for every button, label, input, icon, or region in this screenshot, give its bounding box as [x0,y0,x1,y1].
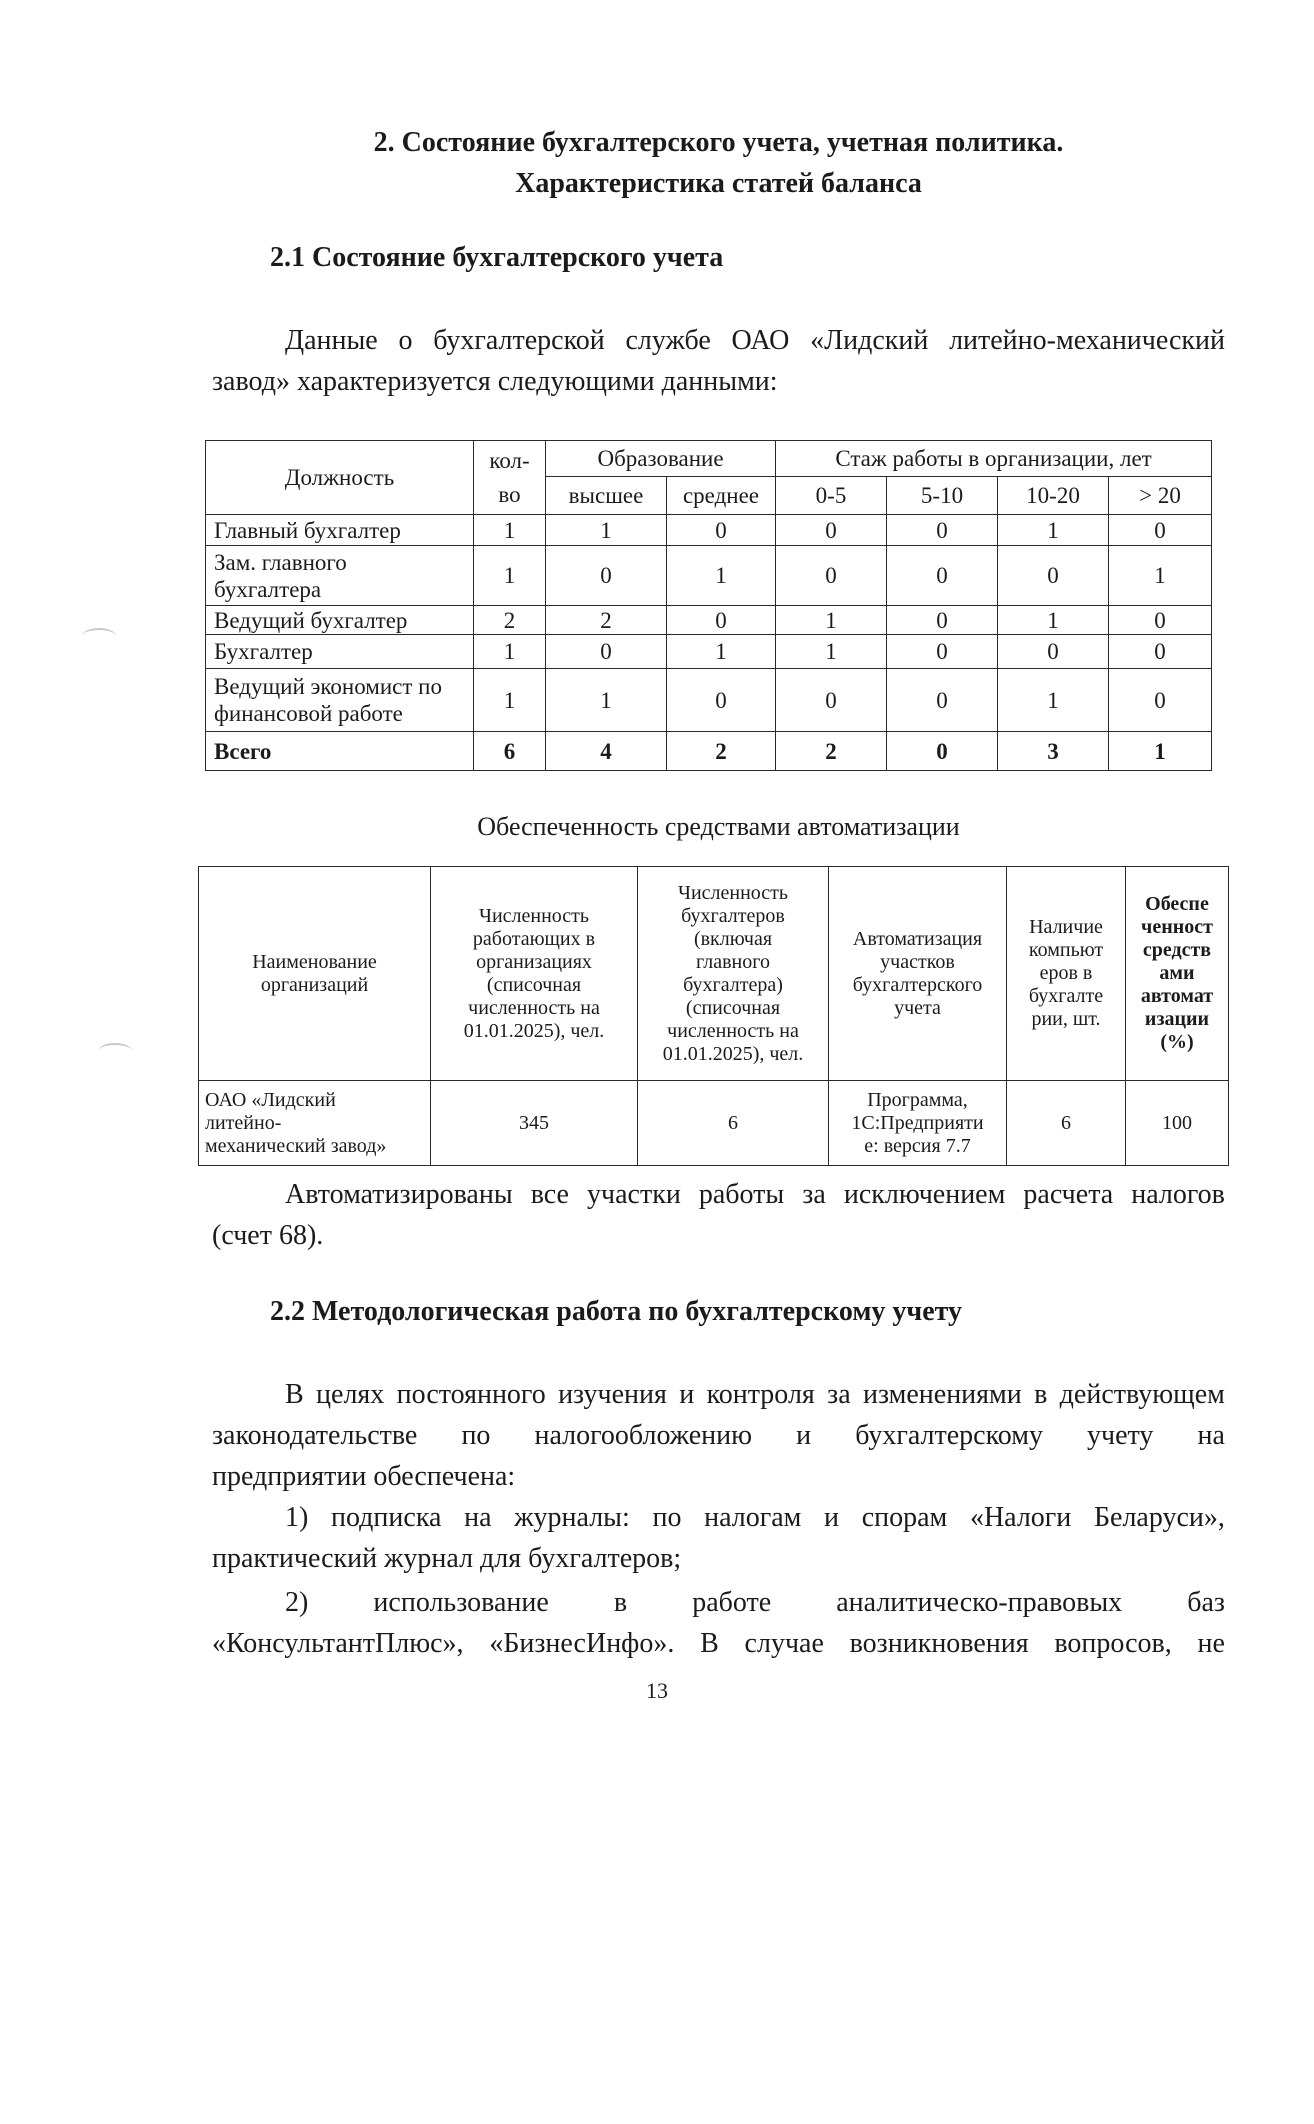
word: налогов [1131,1179,1225,1210]
word: спорам [861,1502,948,1533]
page-number: 13 [646,1678,668,1703]
header-line: ченност [1141,916,1213,938]
header-position: Должность [206,441,474,515]
item2-line-2 [212,1623,1225,1664]
word: «Лидский [810,325,929,356]
p1-line-1 [212,1374,1225,1415]
word: изменениями [862,1379,1022,1410]
cell-org-name [199,1081,431,1166]
cell-exp-5-10: 0 [887,635,998,669]
header-computers [1007,867,1126,1081]
word: законодательстве [212,1420,418,1451]
cell-count: 1 [474,546,546,606]
word: литейно-механический [949,325,1225,356]
table-row [206,606,1212,635]
word: подписка [331,1502,442,1533]
header-experience: Стаж работы в организации, лет [776,441,1212,477]
word: службе [625,325,711,356]
header-education-higher: высшее [546,477,667,515]
cell-higher: 0 [546,635,667,669]
header-line: средств [1142,939,1212,961]
header-line: рии, шт. [1031,1008,1101,1030]
table-row [206,669,1212,732]
item1-line-1 [212,1497,1225,1538]
automation-note [212,1174,1225,1256]
word: аналитическо-правовых [836,1587,1123,1618]
header-line: бухгалтеров [681,904,785,927]
word: и [796,1420,812,1451]
word: журналы: [514,1502,630,1533]
chapter-heading-line1: 2. Состояние бухгалтерского учета, учетная политика. [373,127,1064,158]
word: «КонсультантПлюс», [212,1628,464,1659]
cell-higher: 1 [546,515,667,546]
cell-exp-20-plus: 0 [1109,635,1212,669]
cell-higher: 4 [546,732,667,771]
cell-position-text: Ведущий экономист по финансовой работе [214,674,442,726]
word: в [613,1587,628,1618]
section-2-1-heading: 2.1 Состояние бухгалтерского учета [270,242,724,273]
intro-line-1 [212,320,1225,361]
table-row [206,635,1212,669]
cell-exp-10-20: 0 [998,546,1109,606]
cell-exp-5-10: 0 [887,606,998,635]
cell-secondary: 0 [667,606,776,635]
automation-note-line-1 [212,1174,1225,1215]
cell-coverage: 100 [1126,1081,1229,1166]
cell-exp-5-10: 0 [887,732,998,771]
word: изучения [558,1379,667,1410]
word: на [1197,1420,1225,1451]
cell-exp-10-20: 1 [998,515,1109,546]
header-line: еров в [1039,962,1093,984]
cell-exp-10-20: 1 [998,606,1109,635]
header-line: организациях [476,950,592,973]
cell-exp-10-20: 1 [998,669,1109,732]
word: Автоматизированы [285,1179,513,1210]
header-line: компьют [1028,939,1104,961]
cell-exp-20-plus: 0 [1109,606,1212,635]
header-line: автомат [1140,985,1214,1007]
cell-count: 1 [474,515,546,546]
methodology-paragraph [212,1374,1225,1664]
word: и [824,1502,840,1533]
cell-exp-5-10: 0 [887,515,998,546]
table-row [199,1081,1229,1166]
cell-position: Главный бухгалтер [206,515,474,546]
word: бухгалтерскому [855,1420,1043,1451]
word: В [285,1379,304,1410]
header-line: Численность [478,904,590,927]
word: по [652,1502,682,1533]
header-line: Автоматизация [852,927,983,950]
cell-exp-20-plus: 0 [1109,515,1212,546]
cell-count: 2 [474,606,546,635]
word: за [827,1379,851,1410]
word: о [398,325,413,356]
table-total-row [206,732,1212,771]
cell-exp-5-10: 0 [887,546,998,606]
cell-higher: 1 [546,669,667,732]
word: не [1197,1628,1225,1659]
word: случае [744,1628,824,1659]
cell-computers: 6 [1007,1081,1126,1166]
header-line: изации [1144,1008,1210,1030]
word: 1) [285,1502,309,1533]
section-2-2-heading: 2.2 Методологическая работа по бухгалтерскому учету [270,1296,963,1327]
cell-position [206,546,474,606]
header-line: ами [1159,962,1195,984]
word: ОАО [731,325,790,356]
cell-exp-20-plus: 0 [1109,669,1212,732]
scan-artifact-mark [98,1043,132,1059]
cell-exp-0-5: 0 [776,515,887,546]
p1-line-3: предприятии обеспечена: [212,1461,516,1492]
cell-secondary: 2 [667,732,776,771]
cell-secondary: 1 [667,546,776,606]
header-line: Обеспе [1145,893,1209,915]
table-row [206,515,1212,546]
cell-exp-0-5: 1 [776,635,887,669]
header-line: (списочная [486,973,582,996]
word: работы [698,1179,785,1210]
header-line: бухгалте [1028,985,1104,1007]
cell-position: Бухгалтер [206,635,474,669]
cell-line: ОАО «Лидский [205,1088,336,1111]
word: контроля [706,1379,815,1410]
header-exp-10-20: 10-20 [998,477,1109,515]
header-line: 01.01.2025), чел. [662,1042,804,1065]
word: Данные [285,325,378,356]
header-line: работающих в [472,927,596,950]
word: возникновения [849,1628,1029,1659]
header-line: бухгалтерского [852,973,983,996]
scan-artifact-mark [82,628,116,644]
word: «БизнесИнфо». [489,1628,675,1659]
cell-count: 1 [474,635,546,669]
header-line: организаций [260,973,369,996]
header-line: (%) [1160,1031,1194,1053]
cell-count: 1 [474,669,546,732]
word: расчета [1023,1179,1114,1210]
word: по [461,1420,491,1451]
header-employees [431,867,638,1081]
header-org-name [199,867,431,1081]
header-line: Численность [677,881,789,904]
automation-note-line-2: (счет 68). [212,1220,324,1251]
chapter-heading [212,122,1225,204]
word: и [679,1379,695,1410]
cell-line: 1С:Предприяти [851,1111,984,1134]
word: постоянного [396,1379,546,1410]
word: В [700,1628,719,1659]
cell-position: Ведущий бухгалтер [206,606,474,635]
automation-caption: Обеспеченность средствами автоматизации [477,812,960,841]
cell-exp-0-5: 1 [776,606,887,635]
accounting-staff-table [205,440,1212,771]
header-coverage [1126,867,1229,1081]
word: работе [692,1587,772,1618]
cell-secondary: 0 [667,669,776,732]
word: на [464,1502,492,1533]
automation-table [198,866,1229,1166]
table-row [206,546,1212,606]
word: налогообложению [534,1420,753,1451]
cell-line: механический завод» [205,1134,387,1157]
cell-position-text: Зам. главного бухгалтера [214,549,347,602]
item1-line-2: практический журнал для бухгалтеров; [212,1543,682,1574]
header-exp-0-5: 0-5 [776,477,887,515]
cell-exp-5-10: 0 [887,669,998,732]
cell-count: 6 [474,732,546,771]
header-line: (включая [693,927,773,950]
cell-exp-20-plus: 1 [1109,546,1212,606]
word: баз [1187,1587,1225,1618]
header-education: Образование [546,441,776,477]
cell-exp-20-plus: 1 [1109,732,1212,771]
cell-total-label: Всего [206,732,474,771]
header-line: участков [880,950,955,973]
header-count [474,441,546,515]
intro-line-2: завод» характеризуется следующими данными: [212,366,778,397]
header-line: главного [696,950,770,973]
word: бухгалтерской [433,325,605,356]
cell-exp-0-5: 2 [776,732,887,771]
word: все [530,1179,569,1210]
cell-exp-0-5: 0 [776,669,887,732]
cell-line: е: версия 7.7 [864,1134,971,1157]
word: за [802,1179,826,1210]
cell-line: литейно- [205,1111,282,1134]
cell-line: Программа, [867,1088,968,1111]
header-automation [829,867,1007,1081]
word: использование [373,1587,549,1618]
header-line: бухгалтера) [683,973,783,996]
header-count-text: кол-во [489,447,530,507]
intro-paragraph [212,320,1225,402]
word: «Налоги [969,1502,1072,1533]
header-accountants [638,867,829,1081]
cell-position [206,669,474,732]
word: исключением [843,1179,1006,1210]
cell-exp-0-5: 0 [776,546,887,606]
header-exp-5-10: 5-10 [887,477,998,515]
word: целях [316,1379,385,1410]
cell-automation [829,1081,1007,1166]
header-line: Наличие [1029,916,1103,938]
header-line: численность на [667,1019,799,1042]
item2-line-1 [212,1582,1225,1623]
p1-line-2 [212,1415,1225,1456]
header-line: учета [894,996,941,1019]
cell-secondary: 1 [667,635,776,669]
cell-secondary: 0 [667,515,776,546]
header-line: Наименование [252,950,377,973]
chapter-heading-line2: Характеристика статей баланса [515,168,922,199]
cell-higher: 2 [546,606,667,635]
cell-exp-10-20: 3 [998,732,1109,771]
header-exp-20-plus: > 20 [1109,477,1212,515]
word: действующем [1059,1379,1225,1410]
header-line: численность на [468,996,600,1019]
header-education-secondary: среднее [667,477,776,515]
word: налогам [704,1502,802,1533]
header-line: (списочная [685,996,781,1019]
cell-higher: 0 [546,546,667,606]
word: в [1034,1379,1048,1410]
cell-exp-10-20: 0 [998,635,1109,669]
word: участки [587,1179,681,1210]
cell-accountants: 6 [638,1081,829,1166]
header-line: 01.01.2025), чел. [463,1019,605,1042]
cell-employees: 345 [431,1081,638,1166]
word: вопросов, [1054,1628,1172,1659]
word: Беларуси», [1093,1502,1225,1533]
word: 2) [285,1587,309,1618]
word: учету [1087,1420,1154,1451]
